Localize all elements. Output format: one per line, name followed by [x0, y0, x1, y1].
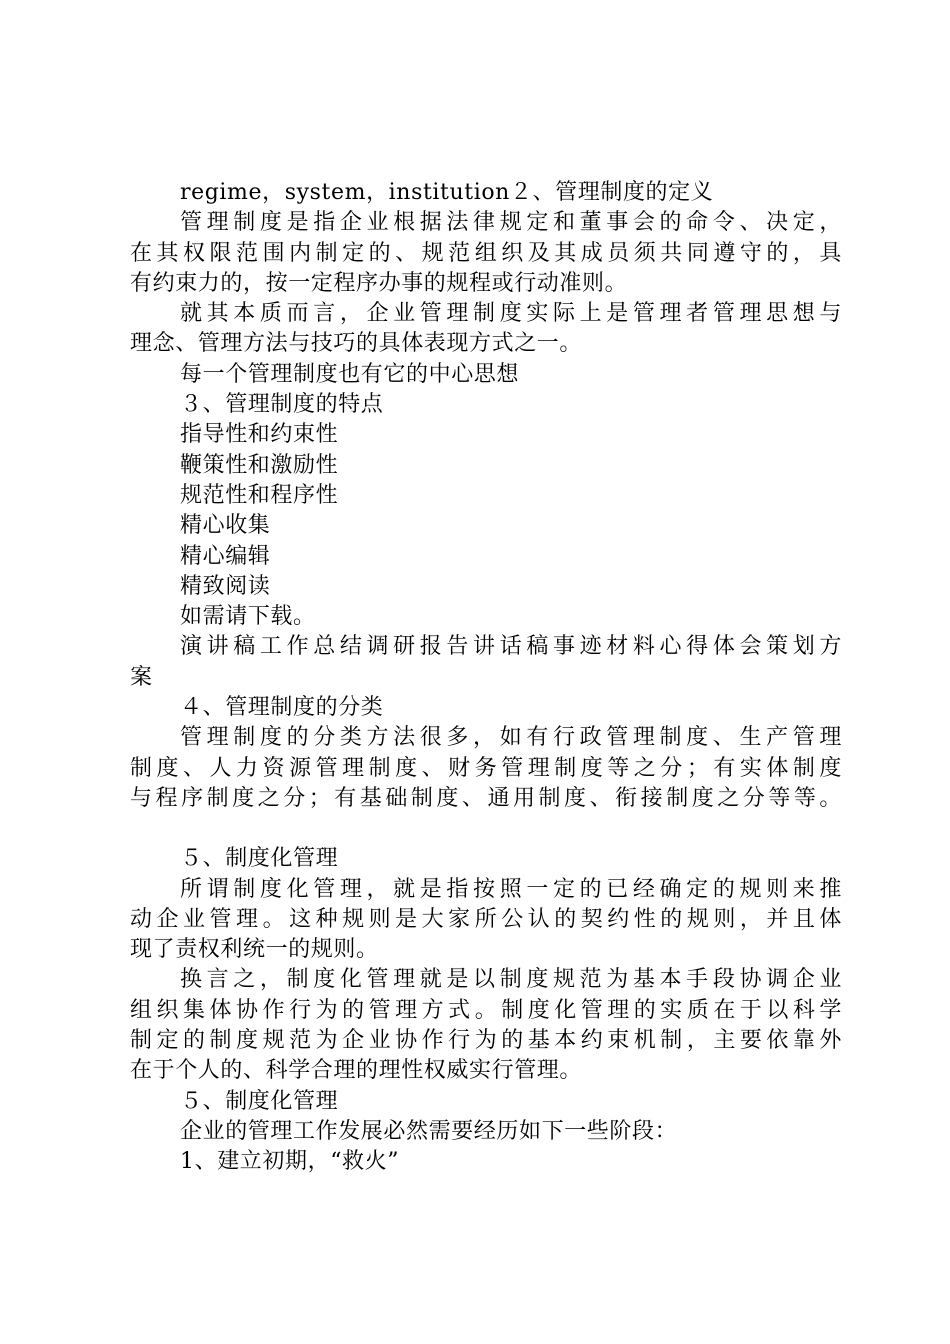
paragraph-line: 现了责权利统一的规则。: [130, 937, 379, 963]
paragraph-line: 动企业管理。这种规则是大家所公认的契约性的规则，并且体: [130, 906, 842, 932]
list-item: 精心收集: [180, 513, 271, 539]
paragraph-line: regime，system，institution２、管理制度的定义: [180, 180, 714, 205]
paragraph-line: 每一个管理制度也有它的中心思想: [180, 361, 520, 387]
paragraph-line: 企业的管理工作发展必然需要经历如下一些阶段：: [180, 1118, 678, 1144]
paragraph-line: 组织集体协作行为的管理方式。制度化管理的实质在于以科学: [130, 997, 842, 1023]
paragraph-line: 理念、管理方法与技巧的具体表现方式之一。: [130, 331, 583, 357]
paragraph-line: 在于个人的、科学合理的理性权威实行管理。: [130, 1058, 583, 1084]
paragraph-line: 就其本质而言，企业管理制度实际上是管理者管理思想与: [180, 301, 842, 327]
paragraph-line: 管理制度是指企业根据法律规定和董事会的命令、决定，: [180, 210, 842, 236]
section-heading: ５、制度化管理: [180, 1088, 339, 1114]
document-body: [130, 178, 842, 1178]
paragraph-line: 所谓制度化管理，就是指按照一定的已经确定的规则来推: [180, 876, 842, 902]
list-item: 精致阅读: [180, 573, 271, 599]
paragraph-line: 有约束力的，按一定程序办事的规程或行动准则。: [130, 270, 628, 296]
section-heading: ３、管理制度的特点: [180, 392, 384, 418]
list-item: 精心编辑: [180, 543, 271, 569]
list-item: 指导性和约束性: [180, 422, 339, 448]
paragraph-line: 与程序制度之分；有基础制度、通用制度、衔接制度之分等等。: [130, 785, 842, 811]
blank-line: [130, 814, 842, 844]
paragraph-line: 管理制度的分类方法很多，如有行政管理制度、生产管理: [180, 725, 842, 751]
paragraph-line: 案: [130, 664, 153, 690]
list-item: 如需请下载。: [180, 604, 316, 630]
section-heading: ４、管理制度的分类: [180, 695, 384, 721]
paragraph-line: 演讲稿工作总结调研报告讲话稿事迹材料心得体会策划方: [180, 634, 842, 660]
paragraph-line: 在其权限范围内制定的、规范组织及其成员须共同遵守的，具: [130, 240, 842, 266]
paragraph-line: 制度、人力资源管理制度、财务管理制度等之分；有实体制度: [130, 755, 842, 781]
list-item: 1、建立初期，“救火”: [180, 1149, 400, 1175]
paragraph-line: 换言之，制度化管理就是以制度规范为基本手段协调企业: [180, 967, 842, 993]
list-item: 规范性和程序性: [180, 482, 339, 508]
list-item: 鞭策性和激励性: [180, 452, 339, 478]
section-heading: ５、制度化管理: [180, 846, 339, 872]
paragraph-line: 制定的制度规范为企业协作行为的基本约束机制，主要依靠外: [130, 1028, 842, 1054]
